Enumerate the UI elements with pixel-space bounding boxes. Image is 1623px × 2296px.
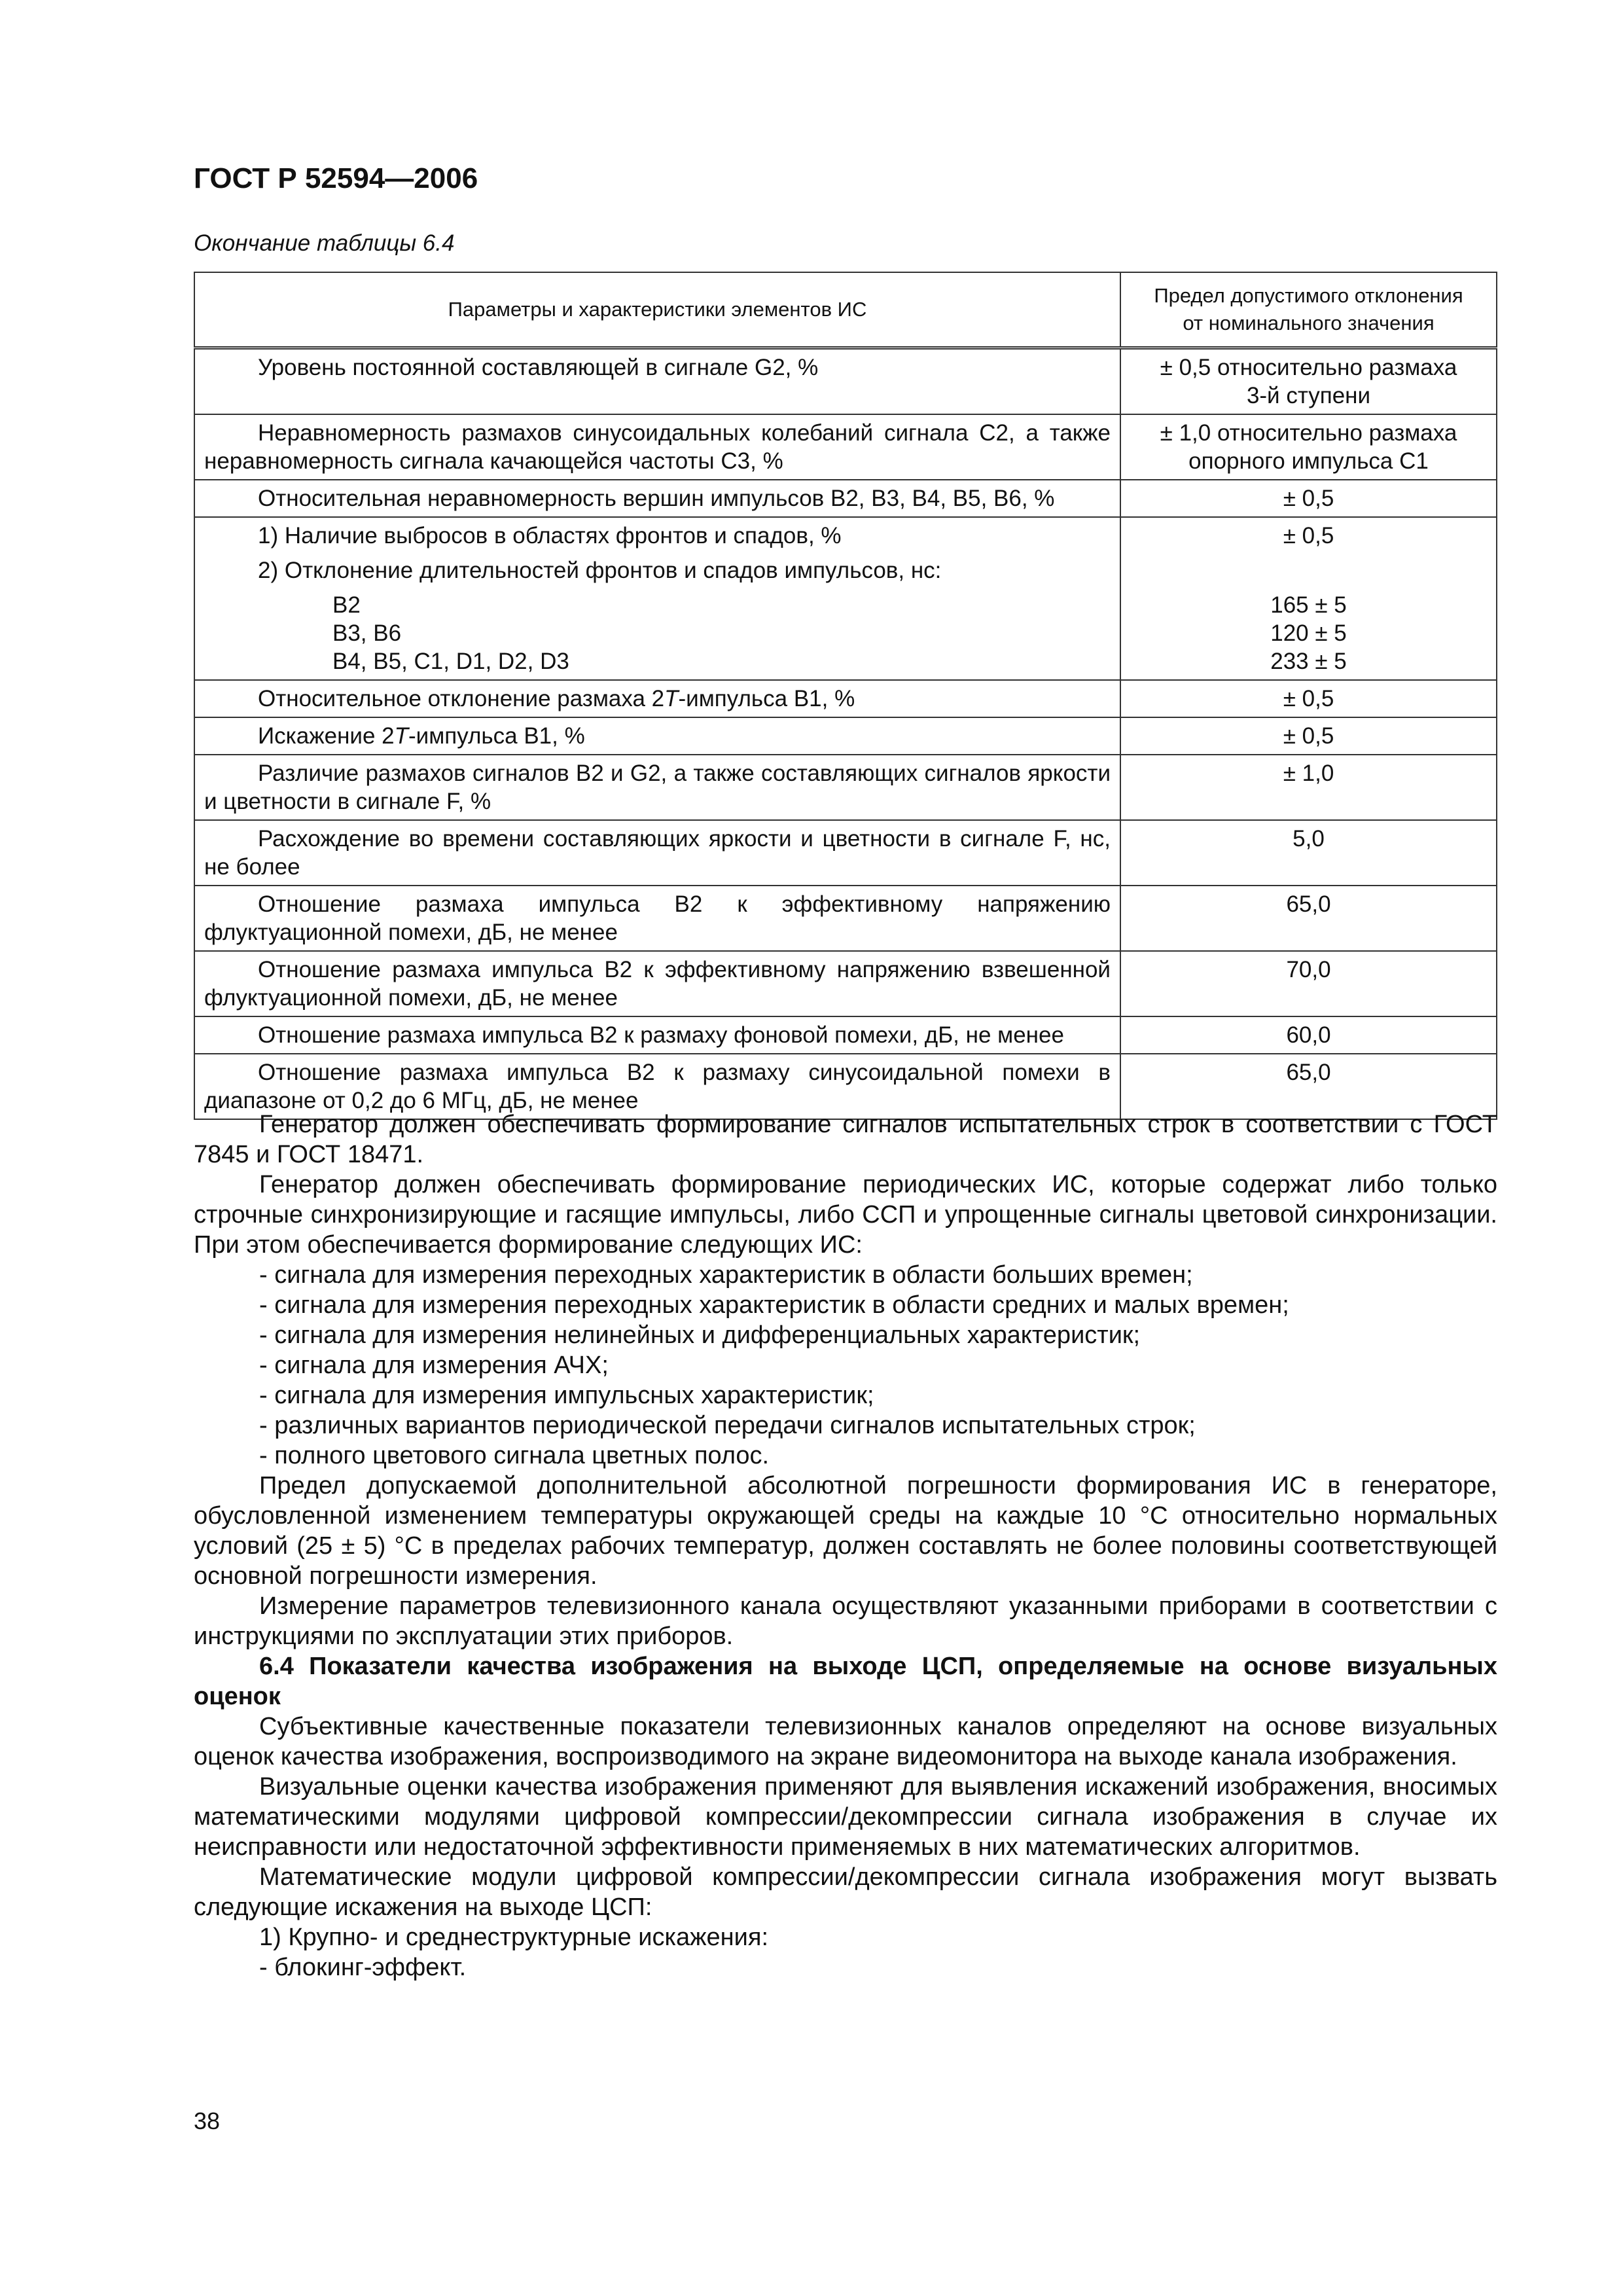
param-cell: Искажение 2T-импульса В1, % — [194, 717, 1120, 755]
value-cell: ± 0,5 — [1120, 480, 1497, 517]
param-cell: Отношение размаха импульса В2 к размаху фоновой помехи, дБ, не менее — [194, 1016, 1120, 1054]
table-row — [194, 820, 1497, 886]
value-cell: 65,0 — [1120, 1054, 1497, 1119]
value-cell: ± 0,5 относительно размаха 3-й ступени — [1120, 348, 1497, 415]
body-text — [194, 1109, 1497, 1982]
table-row — [194, 951, 1497, 1016]
list-item: - сигнала для измерения АЧХ; — [259, 1352, 609, 1379]
param-cell: Отношение размаха импульса В2 к эффективному напряжению флуктуационной помехи, дБ, не менее — [194, 886, 1120, 951]
table-row — [194, 480, 1497, 517]
paragraph: Генератор должен обеспечивать формирование сигналов испытательных строк в соответствии с ГОСТ 7845 и ГОСТ 18471. — [194, 1111, 1497, 1168]
value-cell: ± 1,0 — [1120, 755, 1497, 820]
value-cell: 70,0 — [1120, 951, 1497, 1016]
list-item: - различных вариантов периодической передачи сигналов испытательных строк; — [259, 1412, 1196, 1439]
table-header-row — [194, 272, 1497, 348]
value-cell: ± 0,5 — [1120, 680, 1497, 717]
table-row — [194, 414, 1497, 480]
table-row — [194, 717, 1497, 755]
list-item: - сигнала для измерения переходных характеристик в области средних и малых времен; — [259, 1291, 1289, 1319]
value-cell: 65,0 — [1120, 886, 1497, 951]
page-number: 38 — [194, 2108, 221, 2134]
list-item: - полного цветового сигнала цветных полос. — [259, 1442, 770, 1469]
section-title: 6.4 Показатели качества изображения на выходе ЦСП, определяемые на основе визуальных оценок — [194, 1653, 1497, 1710]
paragraph: Визуальные оценки качества изображения применяют для выявления искажений изображения, вносимых математическими модулями цифровой компрессии/декомпрессии сигнала изображения в случае их неисправности или недостаточной эффективности применяемых в них математических алгоритмов. — [194, 1773, 1497, 1861]
table-row — [194, 680, 1497, 717]
param-cell: Относительное отклонение размаха 2T-импульса В1, % — [194, 680, 1120, 717]
paragraph: Измерение параметров телевизионного канала осуществляют указанными приборами в соответствии с инструкциями по эксплуатации этих приборов. — [194, 1592, 1497, 1650]
paragraph: - блокинг-эффект. — [259, 1954, 467, 1981]
table-row — [194, 1016, 1497, 1054]
param-cell: Различие размахов сигналов В2 и G2, а также составляющих сигналов яркости и цветности в сигнале F, % — [194, 755, 1120, 820]
paragraph: Математические модули цифровой компрессии/декомпрессии сигнала изображения могут вызвать следующие искажения на выходе ЦСП: — [194, 1863, 1497, 1921]
table-row — [194, 517, 1497, 680]
table-row — [194, 348, 1497, 415]
param-cell: Отношение размаха импульса В2 к эффективному напряжению взвешенной флуктуационной помехи, дБ, не менее — [194, 951, 1120, 1016]
list-item: - сигнала для измерения переходных характеристик в области больших времен; — [259, 1261, 1193, 1289]
value-cell: 5,0 — [1120, 820, 1497, 886]
table-row — [194, 755, 1497, 820]
value-cell: ± 0,5 — [1120, 717, 1497, 755]
param-cell: Отношение размаха импульса В2 к размаху синусоидальной помехи в диапазоне от 0,2 до 6 МГц, дБ, не менее — [194, 1054, 1120, 1119]
value-cell: 60,0 — [1120, 1016, 1497, 1054]
document-header: ГОСТ Р 52594—2006 — [194, 162, 478, 194]
parameters-table — [194, 272, 1497, 1120]
paragraph: Предел допускаемой дополнительной абсолютной погрешности формирования ИС в генераторе, обусловленной изменением температуры окружающей среды на каждые 10 °С относительно нормальных условий (25 ± 5) °С в пределах рабочих температур, должен составлять не более половины соответствующей основной погрешности измерения. — [194, 1472, 1497, 1590]
col-header-params: Параметры и характеристики элементов ИС — [194, 272, 1120, 348]
param-cell: Уровень постоянной составляющей в сигнале G2, % — [194, 348, 1120, 415]
paragraph: 1) Крупно- и среднеструктурные искажения: — [259, 1924, 769, 1951]
table-row — [194, 886, 1497, 951]
param-cell: Относительная неравномерность вершин импульсов В2, В3, В4, В5, В6, % — [194, 480, 1120, 517]
param-cell: 1) Наличие выбросов в областях фронтов и спадов, % 2) Отклонение длительностей фронтов и спадов импульсов, нс: В2 В3, В6 В4, В5, С1, D1, D2, D3 — [194, 517, 1120, 680]
value-cell: ± 1,0 относительно размаха опорного импульса С1 — [1120, 414, 1497, 480]
param-cell: Неравномерность размахов синусоидальных колебаний сигнала С2, а также неравномерность сигнала качающейся частоты С3, % — [194, 414, 1120, 480]
table-caption: Окончание таблицы 6.4 — [194, 230, 455, 256]
list-item: - сигнала для измерения нелинейных и дифференциальных характеристик; — [259, 1321, 1141, 1349]
paragraph: Субъективные качественные показатели телевизионных каналов определяют на основе визуальных оценок качества изображения, воспроизводимого на экране видеомонитора на выходе канала изображения. — [194, 1713, 1497, 1770]
paragraph: Генератор должен обеспечивать формирование периодических ИС, которые содержат либо только строчные синхронизирующие и гасящие импульсы, либо ССП и упрощенные сигналы цветовой синхронизации. При этом обеспечивается формирование следующих ИС: — [194, 1171, 1497, 1259]
param-cell: Расхождение во времени составляющих яркости и цветности в сигнале F, нс, не более — [194, 820, 1120, 886]
value-cell: ± 0,5 165 ± 5 120 ± 5 233 ± 5 — [1120, 517, 1497, 680]
col-header-limit: Предел допустимого отклонения от номинального значения — [1120, 272, 1497, 348]
list-item: - сигнала для измерения импульсных характеристик; — [259, 1382, 874, 1409]
